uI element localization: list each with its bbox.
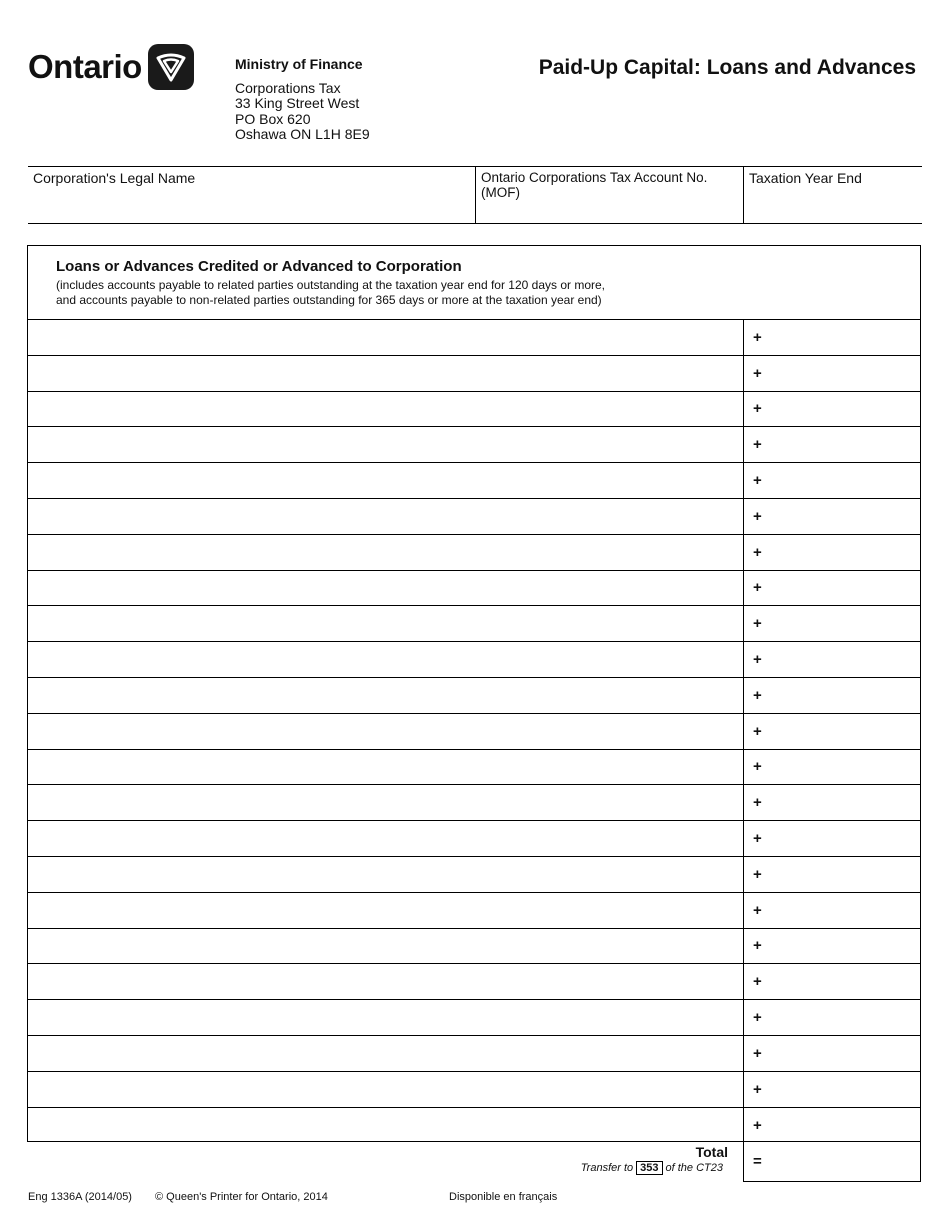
amount-field[interactable] xyxy=(744,678,920,713)
amount-field[interactable] xyxy=(744,571,920,606)
plus-sign: + xyxy=(753,543,762,561)
section-note-line: (includes accounts payable to related parties outstanding at the taxation year end for 120 days or more, xyxy=(56,278,605,292)
entry-row xyxy=(28,356,920,392)
total-row xyxy=(27,1141,921,1182)
entry-row xyxy=(28,714,920,750)
description-field[interactable] xyxy=(28,535,744,570)
entry-row xyxy=(28,571,920,607)
account-number-label: Ontario Corporations Tax Account No. (MOF) xyxy=(481,170,708,200)
legal-name-label: Corporation's Legal Name xyxy=(33,170,196,186)
description-field[interactable] xyxy=(28,499,744,534)
plus-sign: + xyxy=(753,865,762,883)
entry-row xyxy=(28,785,920,821)
year-end-field[interactable] xyxy=(743,167,922,223)
description-field[interactable] xyxy=(28,678,744,713)
legal-name-field[interactable] xyxy=(28,167,475,223)
amount-field[interactable] xyxy=(744,392,920,427)
entry-row xyxy=(28,606,920,642)
plus-sign: + xyxy=(753,328,762,346)
total-label: Total xyxy=(695,1144,728,1160)
amount-field[interactable] xyxy=(744,1036,920,1071)
entry-row xyxy=(28,535,920,571)
amount-field[interactable] xyxy=(744,606,920,641)
amount-field[interactable] xyxy=(744,964,920,999)
address-line: Oshawa ON L1H 8E9 xyxy=(235,126,370,142)
entry-rows xyxy=(28,320,920,1143)
amount-field[interactable] xyxy=(744,857,920,892)
plus-sign: + xyxy=(753,579,762,597)
plus-sign: + xyxy=(753,901,762,919)
plus-sign: + xyxy=(753,472,762,490)
description-field[interactable] xyxy=(28,427,744,462)
identification-row xyxy=(28,166,922,224)
plus-sign: + xyxy=(753,758,762,776)
entry-row xyxy=(28,1108,920,1144)
form-title: Paid-Up Capital: Loans and Advances xyxy=(538,56,916,79)
entry-row xyxy=(28,499,920,535)
entry-row xyxy=(28,857,920,893)
plus-sign: + xyxy=(753,794,762,812)
plus-sign: + xyxy=(753,1080,762,1098)
address-line: PO Box 620 xyxy=(235,110,311,127)
description-field[interactable] xyxy=(28,320,744,355)
amount-field[interactable] xyxy=(744,463,920,498)
transfer-suffix: of the CT23 xyxy=(665,1162,723,1174)
description-field[interactable] xyxy=(28,606,744,641)
amount-field[interactable] xyxy=(744,1072,920,1107)
equals-sign: = xyxy=(753,1152,762,1170)
description-field[interactable] xyxy=(28,642,744,677)
plus-sign: + xyxy=(753,1044,762,1062)
plus-sign: + xyxy=(753,973,762,991)
amount-field[interactable] xyxy=(744,535,920,570)
plus-sign: + xyxy=(753,436,762,454)
description-field[interactable] xyxy=(28,821,744,856)
total-amount-field[interactable] xyxy=(743,1141,921,1182)
description-field[interactable] xyxy=(28,463,744,498)
year-end-label: Taxation Year End xyxy=(749,170,862,186)
copyright: © Queen's Printer for Ontario, 2014 xyxy=(155,1191,328,1203)
description-field[interactable] xyxy=(28,1036,744,1071)
loans-section xyxy=(27,245,921,1142)
amount-field[interactable] xyxy=(744,750,920,785)
entry-row xyxy=(28,427,920,463)
ministry-name: Ministry of Finance xyxy=(235,56,363,72)
description-field[interactable] xyxy=(28,714,744,749)
plus-sign: + xyxy=(753,615,762,633)
logo-wordmark: Ontario xyxy=(28,48,142,85)
entry-row xyxy=(28,1072,920,1108)
plus-sign: + xyxy=(753,651,762,669)
plus-sign: + xyxy=(753,507,762,525)
entry-row xyxy=(28,893,920,929)
transfer-note xyxy=(581,1161,723,1175)
entry-row xyxy=(28,750,920,786)
entry-row xyxy=(28,1036,920,1072)
trillium-icon xyxy=(148,44,194,90)
description-field[interactable] xyxy=(28,785,744,820)
description-field[interactable] xyxy=(28,964,744,999)
amount-field[interactable] xyxy=(744,785,920,820)
form-number: Eng 1336A (2014/05) xyxy=(28,1191,132,1203)
description-field[interactable] xyxy=(28,1108,744,1144)
entry-row xyxy=(28,392,920,428)
amount-field[interactable] xyxy=(744,929,920,964)
transfer-prefix: Transfer to xyxy=(580,1162,634,1174)
section-header xyxy=(28,246,920,320)
description-field[interactable] xyxy=(28,893,744,928)
entry-row xyxy=(28,320,920,356)
section-note xyxy=(56,278,656,308)
amount-field[interactable] xyxy=(744,1108,920,1144)
section-title: Loans or Advances Credited or Advanced to Corporation xyxy=(56,258,462,275)
entry-row xyxy=(28,642,920,678)
amount-field[interactable] xyxy=(744,499,920,534)
amount-field[interactable] xyxy=(744,714,920,749)
entry-row xyxy=(28,964,920,1000)
amount-field[interactable] xyxy=(744,320,920,355)
plus-sign: + xyxy=(753,364,762,382)
entry-row xyxy=(28,463,920,499)
description-field[interactable] xyxy=(28,1000,744,1035)
amount-field[interactable] xyxy=(744,356,920,391)
entry-row xyxy=(28,1000,920,1036)
section-note-line: and accounts payable to non-related parties outstanding for 365 days or more at the taxation year end) xyxy=(56,293,602,307)
description-field[interactable] xyxy=(28,1072,744,1107)
plus-sign: + xyxy=(753,937,762,955)
ontario-logo xyxy=(28,42,194,92)
ministry-block xyxy=(235,57,370,143)
description-field[interactable] xyxy=(28,571,744,606)
amount-field[interactable] xyxy=(744,893,920,928)
french-availability: Disponible en français xyxy=(449,1191,558,1203)
address-line: 33 King Street West xyxy=(235,95,360,111)
plus-sign: + xyxy=(753,722,762,740)
description-field[interactable] xyxy=(28,356,744,391)
entry-row xyxy=(28,678,920,714)
amount-field[interactable] xyxy=(744,427,920,462)
amount-field[interactable] xyxy=(744,821,920,856)
plus-sign: + xyxy=(753,830,762,848)
address-line: Corporations Tax xyxy=(235,79,341,96)
plus-sign: + xyxy=(753,1009,762,1027)
entry-row xyxy=(28,929,920,965)
plus-sign: + xyxy=(753,686,762,704)
description-field[interactable] xyxy=(28,750,744,785)
amount-field[interactable] xyxy=(744,642,920,677)
amount-field[interactable] xyxy=(744,1000,920,1035)
description-field[interactable] xyxy=(28,857,744,892)
description-field[interactable] xyxy=(28,392,744,427)
account-number-field[interactable] xyxy=(475,167,743,223)
plus-sign: + xyxy=(753,1116,762,1134)
line-number-box: 353 xyxy=(636,1161,662,1175)
description-field[interactable] xyxy=(28,929,744,964)
entry-row xyxy=(28,821,920,857)
plus-sign: + xyxy=(753,400,762,418)
